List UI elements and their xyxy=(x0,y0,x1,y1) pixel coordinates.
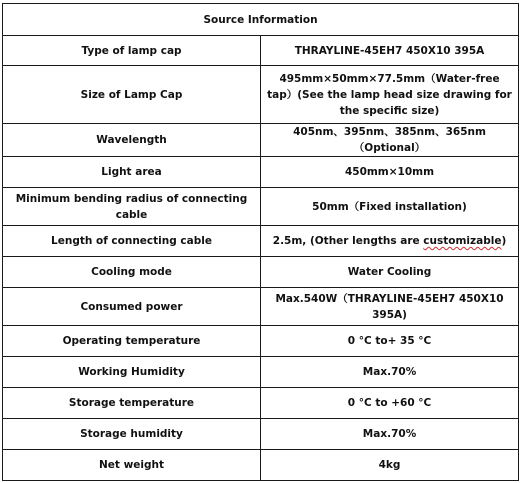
table-row xyxy=(3,188,519,226)
table-row xyxy=(3,450,519,481)
row-label: Cooling mode xyxy=(3,257,261,288)
spellcheck-flagged-word: customizable xyxy=(423,235,502,247)
row-value: 50mm（Fixed installation) xyxy=(261,188,519,226)
row-label: Storage humidity xyxy=(3,419,261,450)
row-value: 0 °C to +60 °C xyxy=(261,388,519,419)
value-prefix: 2.5m, (Other lengths are xyxy=(272,235,424,247)
table-row xyxy=(3,419,519,450)
table-row xyxy=(3,288,519,326)
row-value: Water Cooling xyxy=(261,257,519,288)
row-value: Max.70% xyxy=(261,419,519,450)
table-row xyxy=(3,124,519,157)
row-label: Length of connecting cable xyxy=(3,226,261,257)
row-label: Type of lamp cap xyxy=(3,36,261,66)
table-row xyxy=(3,66,519,124)
row-value xyxy=(261,226,519,257)
row-value: 450mm×10mm xyxy=(261,157,519,188)
row-label: Working Humidity xyxy=(3,357,261,388)
table-row xyxy=(3,157,519,188)
row-value: 495mm×50mm×77.5mm（Water-free tap）(See the lamp head size drawing for the specific size) xyxy=(261,66,519,124)
table-row xyxy=(3,226,519,257)
row-label: Consumed power xyxy=(3,288,261,326)
row-label: Size of Lamp Cap xyxy=(3,66,261,124)
row-label: Storage temperature xyxy=(3,388,261,419)
table-row xyxy=(3,36,519,66)
row-label: Wavelength xyxy=(3,124,261,157)
source-information-table xyxy=(2,3,519,481)
table-row xyxy=(3,326,519,357)
row-label: Light area xyxy=(3,157,261,188)
table-header-row xyxy=(3,4,519,36)
row-label: Net weight xyxy=(3,450,261,481)
table-title: Source Information xyxy=(3,4,519,36)
table-row xyxy=(3,388,519,419)
row-value: 4kg xyxy=(261,450,519,481)
row-label: Minimum bending radius of connecting cable xyxy=(3,188,261,226)
row-label: Operating temperature xyxy=(3,326,261,357)
row-value: 0 °C to+ 35 °C xyxy=(261,326,519,357)
table-row xyxy=(3,257,519,288)
value-suffix: ) xyxy=(501,235,507,247)
row-value: THRAYLINE-45EH7 450X10 395A xyxy=(261,36,519,66)
row-value: Max.70% xyxy=(261,357,519,388)
table-row xyxy=(3,357,519,388)
row-value: Max.540W（THRAYLINE-45EH7 450X10 395A) xyxy=(261,288,519,326)
row-value: 405nm、395nm、385nm、365nm（Optional） xyxy=(261,124,519,157)
